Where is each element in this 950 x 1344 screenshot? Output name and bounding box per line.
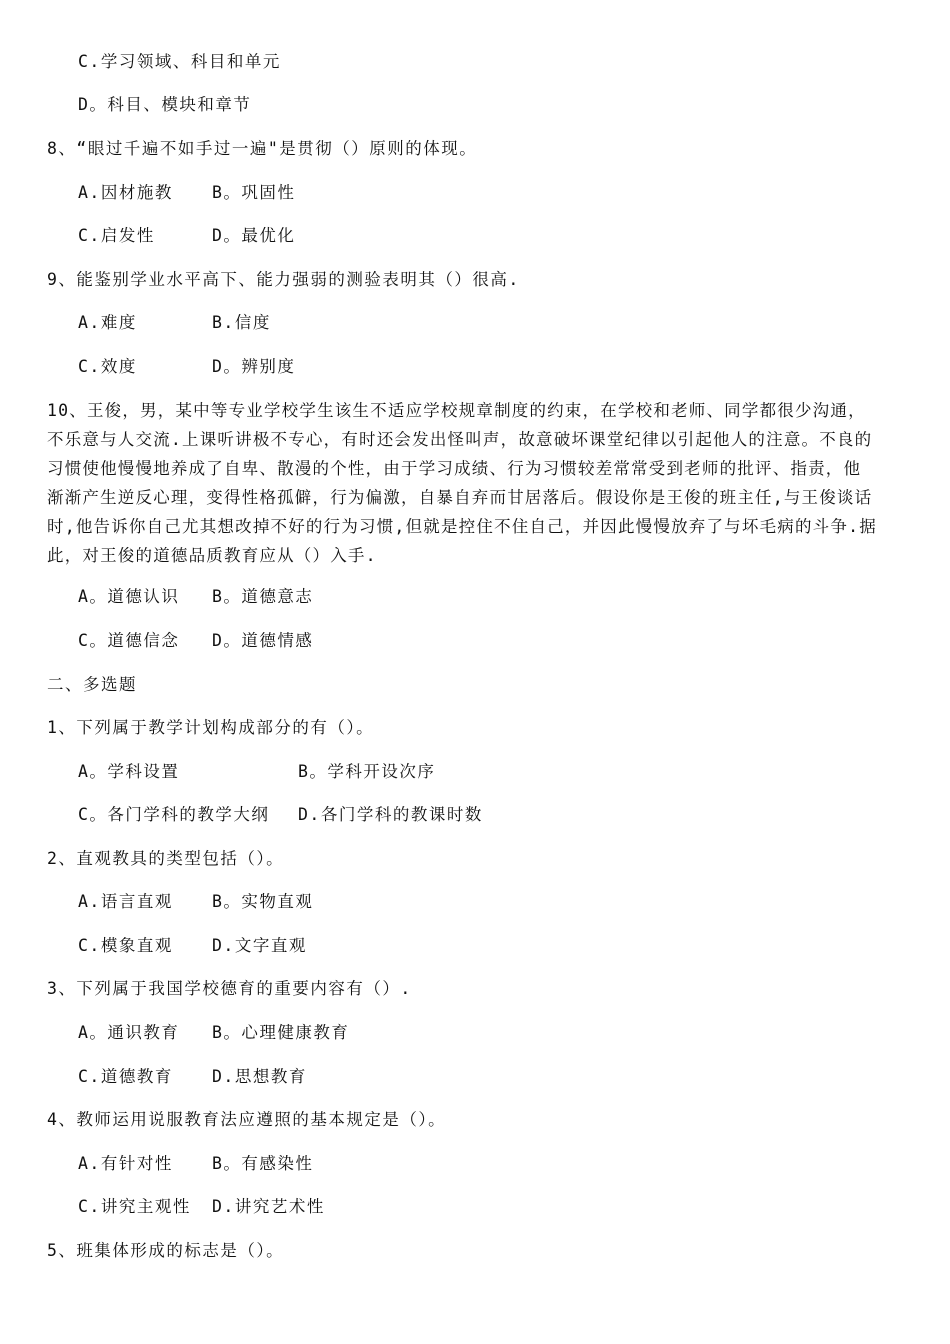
q10-option-b: B。道德意志 bbox=[212, 587, 314, 606]
q7-option-d: D。科目、模块和章节 bbox=[78, 95, 252, 114]
m1-stem: 1、下列属于教学计划构成部分的有（）。 bbox=[47, 718, 375, 737]
q8-option-c: C.启发性 bbox=[78, 226, 155, 245]
q8-option-a: A.因材施教 bbox=[78, 183, 173, 202]
q10-stem bbox=[47, 396, 907, 570]
q10-stem-line: 时,他告诉你自己尤其想改掉不好的行为习惯,但就是控住不住自己，并因此慢慢放弃了与坏毛病的斗争.据 bbox=[47, 517, 877, 536]
q7-option-c: C.学习领域、科目和单元 bbox=[78, 52, 281, 71]
m3-stem: 3、下列属于我国学校德育的重要内容有（）. bbox=[47, 979, 412, 998]
q9-option-b: B.信度 bbox=[212, 313, 271, 332]
q10-stem-line: 不乐意与人交流.上课听讲极不专心，有时还会发出怪叫声，故意破坏课堂纪律以引起他人的注意。不良的 bbox=[47, 430, 873, 449]
q10-option-c: C。道德信念 bbox=[78, 631, 180, 650]
m1-option-d: D.各门学科的教课时数 bbox=[298, 805, 483, 824]
q10-stem-line: 此，对王俊的道德品质教育应从（）入手. bbox=[47, 546, 377, 565]
m2-option-d: D.文字直观 bbox=[212, 936, 307, 955]
m3-option-d: D.思想教育 bbox=[212, 1067, 307, 1086]
q10-stem-line: 渐渐产生逆反心理，变得性格孤僻，行为偏激，自暴自弃而甘居落后。假设你是王俊的班主任,与王俊谈话 bbox=[47, 488, 873, 507]
m4-option-b: B。有感染性 bbox=[212, 1154, 314, 1173]
q10-stem-line: 10、王俊，男，某中等专业学校学生该生不适应学校规章制度的约束，在学校和老师、同学都很少沟通， bbox=[47, 401, 866, 420]
section-title: 二、多选题 bbox=[47, 675, 137, 694]
q8-option-b: B。巩固性 bbox=[212, 183, 296, 202]
m1-option-c: C。各门学科的教学大纲 bbox=[78, 805, 270, 824]
m1-option-a: A。学科设置 bbox=[78, 762, 180, 781]
q9-option-d: D。辨别度 bbox=[212, 357, 296, 376]
m5-stem: 5、班集体形成的标志是（）。 bbox=[47, 1241, 285, 1260]
m3-option-b: B。心理健康教育 bbox=[212, 1023, 350, 1042]
m3-option-c: C.道德教育 bbox=[78, 1067, 173, 1086]
m2-option-c: C.模象直观 bbox=[78, 936, 173, 955]
m4-option-d: D.讲究艺术性 bbox=[212, 1197, 325, 1216]
q9-stem: 9、能鉴别学业水平高下、能力强弱的测验表明其（）很高. bbox=[47, 270, 520, 289]
q10-option-a: A。道德认识 bbox=[78, 587, 180, 606]
m2-stem: 2、直观教具的类型包括（）。 bbox=[47, 849, 285, 868]
m4-option-a: A.有针对性 bbox=[78, 1154, 173, 1173]
m2-option-b: B。实物直观 bbox=[212, 892, 314, 911]
q10-option-d: D。道德情感 bbox=[212, 631, 314, 650]
q9-option-a: A.难度 bbox=[78, 313, 137, 332]
m2-option-a: A.语言直观 bbox=[78, 892, 173, 911]
m3-option-a: A。通识教育 bbox=[78, 1023, 180, 1042]
q10-stem-line: 习惯使他慢慢地养成了自卑、散漫的个性，由于学习成绩、行为习惯较差常常受到老师的批评、指责，他 bbox=[47, 459, 862, 478]
m1-option-b: B。学科开设次序 bbox=[298, 762, 436, 781]
q8-stem: 8、“眼过千遍不如手过一遍"是贯彻（）原则的体现。 bbox=[47, 139, 478, 158]
m4-stem: 4、教师运用说服教育法应遵照的基本规定是（）。 bbox=[47, 1110, 447, 1129]
q9-option-c: C.效度 bbox=[78, 357, 137, 376]
m4-option-c: C.讲究主观性 bbox=[78, 1197, 191, 1216]
q8-option-d: D。最优化 bbox=[212, 226, 296, 245]
